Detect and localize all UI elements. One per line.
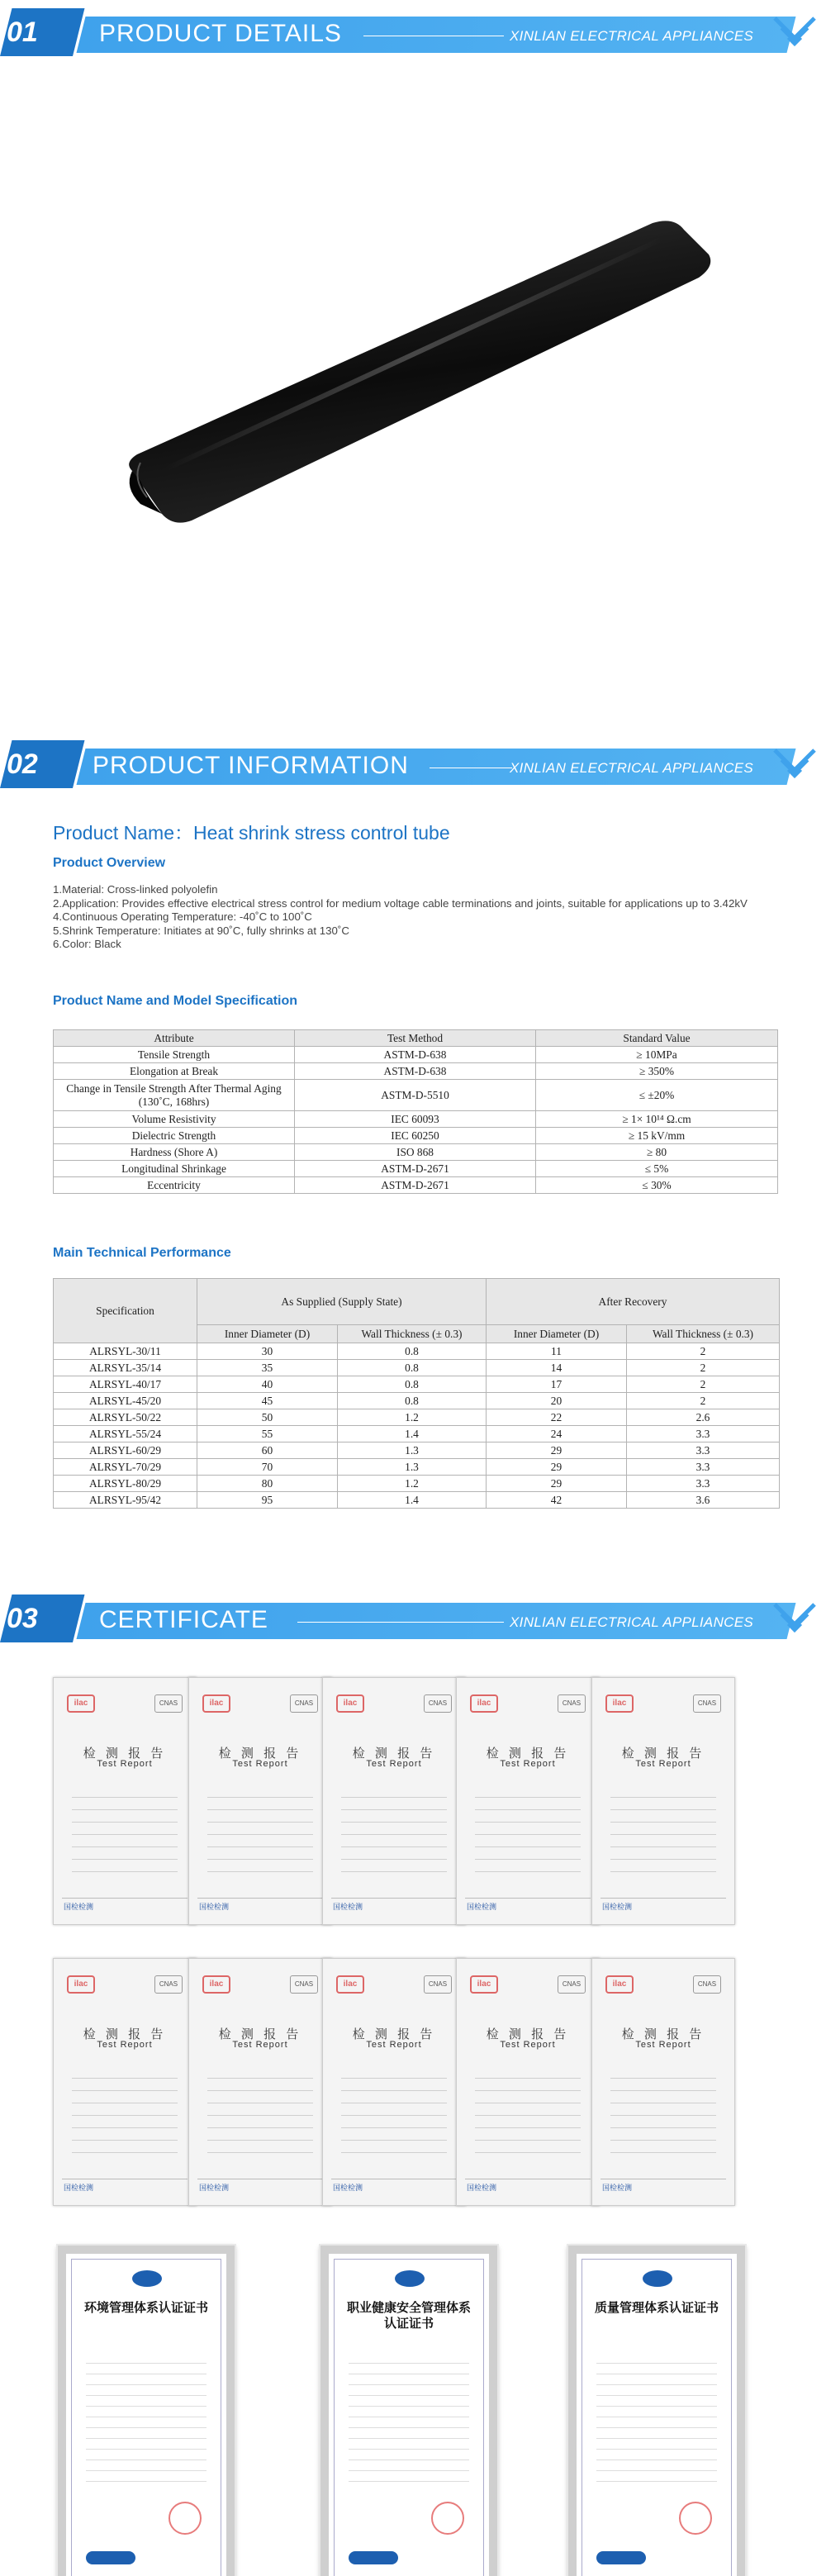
overview-line: 6.Color: Black [53,938,121,950]
table-row [54,1459,780,1476]
test-report-image [456,1677,600,1925]
column-header: Wall Thickness (± 0.3) [338,1325,487,1343]
certification-seal-icon [395,2270,425,2287]
table-header-row [54,1279,780,1325]
report-text-lines [341,2066,447,2157]
section-title: PRODUCT DETAILS [99,20,342,47]
certificate-text-lines [86,2353,206,2485]
test-report-image [322,1958,466,2206]
cell: 70 [197,1459,338,1476]
cnas-logo: CNAS [290,1694,318,1713]
footer-logo-text: 国检检测 [64,2184,94,2192]
cell: 0.8 [338,1393,487,1409]
cell: 1.2 [338,1476,487,1492]
report-title: 检 测 报 告 [486,1747,570,1761]
cell: 40 [197,1376,338,1393]
cnas-logo: CNAS [154,1975,183,1994]
cell: Elongation at Break [54,1063,295,1080]
cell: 1.3 [338,1442,487,1459]
cell: Change in Tensile Strength After Thermal Aging (130˚C, 168hrs) [54,1080,295,1111]
certificate-occupational-health [320,2246,497,2576]
table-row [54,1360,780,1376]
report-subtitle: Test Report [366,1759,422,1769]
column-header: Inner Diameter (D) [197,1325,338,1343]
cell: 17 [487,1376,627,1393]
footer-logo-text: 国检检测 [333,1903,363,1911]
cell: ALRSYL-60/29 [54,1442,197,1459]
cell: ALRSYL-30/11 [54,1343,197,1360]
section-banner-product-details [0,5,826,58]
report-footer [197,2179,323,2192]
cell: IEC 60093 [295,1111,536,1128]
ilac-logo: ilac [336,1694,364,1713]
overview-line: 5.Shrink Temperature: Initiates at 90˚C, fully shrinks at 130˚C [53,924,349,937]
cell: 0.8 [338,1376,487,1393]
cell: Eccentricity [54,1177,295,1194]
certificate-title: 环境管理体系认证证书 [83,2301,208,2315]
cell: ≥ 350% [536,1063,778,1080]
certificate-environmental [58,2246,235,2576]
report-subtitle: Test Report [232,1759,288,1769]
cell: ALRSYL-50/22 [54,1409,197,1426]
report-title: 检 测 报 告 [83,1747,167,1761]
cell: 29 [487,1459,627,1476]
report-text-lines [475,2066,581,2157]
spec-heading: Product Name and Model Specification [53,994,298,1008]
cell: 24 [487,1426,627,1442]
cell: Dielectric Strength [54,1128,295,1144]
report-footer [465,2179,591,2192]
footer-logo-text: 国检检测 [467,1903,497,1911]
section-number: 03 [7,1603,38,1634]
cell: Hardness (Shore A) [54,1144,295,1161]
cell: 95 [197,1492,338,1509]
cell: 60 [197,1442,338,1459]
certificate-title: 质量管理体系认证证书 [594,2301,719,2315]
report-title: 检 测 报 告 [83,2027,167,2041]
report-title: 检 测 报 告 [352,1747,436,1761]
ilac-logo: ilac [67,1975,95,1994]
footer-logo-text: 国检检测 [333,2184,363,2192]
company-name: XINLIAN ELECTRICAL APPLIANCES [510,28,753,44]
cell: ≥ 10MPa [536,1047,778,1063]
column-header: Inner Diameter (D) [487,1325,627,1343]
ilac-logo: ilac [470,1694,498,1713]
cell: ≥ 1× 10¹⁴ Ω.cm [536,1111,778,1128]
report-text-lines [610,2066,716,2157]
cell: 3.3 [627,1459,780,1476]
cell: 2 [627,1343,780,1360]
table-row [54,1426,780,1442]
cell: 1.4 [338,1426,487,1442]
report-title: 检 测 报 告 [218,1747,302,1761]
table-row [54,1128,778,1144]
cell: ≤ 30% [536,1177,778,1194]
ilac-logo: ilac [470,1975,498,1994]
accreditation-logos [596,2551,646,2564]
ilac-logo: ilac [202,1694,230,1713]
report-title: 检 测 报 告 [352,2027,436,2041]
company-name: XINLIAN ELECTRICAL APPLIANCES [510,1614,753,1630]
test-report-image [322,1677,466,1925]
table-row [54,1442,780,1459]
overview-line: 4.Continuous Operating Temperature: -40˚C to 100˚C [53,910,312,923]
test-report-image [53,1958,197,2206]
chevron-down-icon [770,742,819,788]
cell: ALRSYL-70/29 [54,1459,197,1476]
cell: ≥ 15 kV/mm [536,1128,778,1144]
report-footer [197,1898,323,1911]
column-header: Standard Value [536,1030,778,1047]
cell: 50 [197,1409,338,1426]
cell: 2 [627,1393,780,1409]
cell: 42 [487,1492,627,1509]
report-subtitle: Test Report [97,2040,153,2050]
ilac-logo: ilac [336,1975,364,1994]
report-subtitle: Test Report [366,2040,422,2050]
cell: 3.3 [627,1426,780,1442]
cell: 80 [197,1476,338,1492]
performance-table [53,1278,780,1509]
report-text-lines [72,2066,178,2157]
section-title: PRODUCT INFORMATION [93,752,409,779]
table-header-row [54,1030,778,1047]
table-row [54,1080,778,1111]
product-image-heat-shrink-tube [0,74,826,702]
accreditation-logos [349,2551,398,2564]
report-footer [465,1898,591,1911]
section-number: 01 [7,17,38,48]
cell: 0.8 [338,1343,487,1360]
report-footer [601,2179,726,2192]
table-row [54,1476,780,1492]
chevron-down-icon [770,10,819,56]
cell: 29 [487,1476,627,1492]
report-footer [601,1898,726,1911]
section-number: 02 [7,749,38,780]
test-report-image [591,1958,735,2206]
table-row [54,1409,780,1426]
overview-text [53,883,780,952]
banner-rule [297,1622,504,1623]
test-report-image [456,1958,600,2206]
cell: ALRSYL-55/24 [54,1426,197,1442]
report-subtitle: Test Report [500,1759,556,1769]
cell: 3.3 [627,1442,780,1459]
table-row [54,1047,778,1063]
cell: 2.6 [627,1409,780,1426]
test-report-image [591,1677,735,1925]
certificate-quality [568,2246,745,2576]
cell: 1.3 [338,1459,487,1476]
cell: 0.8 [338,1360,487,1376]
report-text-lines [610,1785,716,1876]
cell: ≥ 80 [536,1144,778,1161]
cnas-logo: CNAS [424,1975,452,1994]
footer-logo-text: 国检检测 [199,1903,230,1911]
cnas-logo: CNAS [290,1975,318,1994]
ilac-logo: ilac [605,1694,634,1713]
cell: ALRSYL-95/42 [54,1492,197,1509]
column-header: Attribute [54,1030,295,1047]
chevron-down-icon [770,1596,819,1642]
test-report-image [188,1958,332,2206]
certificate-text-lines [596,2353,717,2485]
cell: 11 [487,1343,627,1360]
cell: 3.6 [627,1492,780,1509]
cell: 30 [197,1343,338,1360]
cnas-logo: CNAS [693,1975,721,1994]
cell: 55 [197,1426,338,1442]
ilac-logo: ilac [67,1694,95,1713]
footer-logo-text: 国检检测 [467,2184,497,2192]
footer-logo-text: 国检检测 [602,1903,633,1911]
table-row [54,1376,780,1393]
report-text-lines [475,1785,581,1876]
cell: ALRSYL-80/29 [54,1476,197,1492]
column-header: After Recovery [487,1279,780,1325]
report-title: 检 测 报 告 [621,1747,705,1761]
cell: IEC 60250 [295,1128,536,1144]
cell: 2 [627,1360,780,1376]
certificate-title: 职业健康安全管理体系认证证书 [346,2301,471,2331]
cell: 45 [197,1393,338,1409]
cell: 1.4 [338,1492,487,1509]
cell: 29 [487,1442,627,1459]
cell: 22 [487,1409,627,1426]
report-footer [331,2179,457,2192]
cell: ISO 868 [295,1144,536,1161]
cell: Volume Resistivity [54,1111,295,1128]
column-header: Specification [54,1279,197,1343]
spec-table [53,1029,778,1194]
ilac-logo: ilac [202,1975,230,1994]
report-footer [62,1898,188,1911]
report-text-lines [207,1785,313,1876]
cell: ≤ 5% [536,1161,778,1177]
footer-logo-text: 国检检测 [602,2184,633,2192]
cell: ALRSYL-45/20 [54,1393,197,1409]
table-row [54,1393,780,1409]
cnas-logo: CNAS [558,1975,586,1994]
certification-seal-icon [132,2270,162,2287]
table-row [54,1111,778,1128]
cell: 2 [627,1376,780,1393]
product-name: Product Name：Heat shrink stress control tube [53,822,450,844]
report-text-lines [207,2066,313,2157]
table-row [54,1343,780,1360]
report-subtitle: Test Report [635,1759,691,1769]
cell: 35 [197,1360,338,1376]
report-title: 检 测 报 告 [486,2027,570,2041]
stamp-icon [679,2502,712,2535]
cell: ASTM-D-638 [295,1047,536,1063]
cnas-logo: CNAS [424,1694,452,1713]
cell: 20 [487,1393,627,1409]
cell: 3.3 [627,1476,780,1492]
report-text-lines [72,1785,178,1876]
footer-logo-text: 国检检测 [199,2184,230,2192]
test-report-image [188,1677,332,1925]
section-banner-certificate [0,1591,826,1644]
report-title: 检 测 报 告 [621,2027,705,2041]
column-header: As Supplied (Supply State) [197,1279,487,1325]
ilac-logo: ilac [605,1975,634,1994]
certificate-text-lines [349,2353,469,2485]
table-row [54,1144,778,1161]
report-subtitle: Test Report [635,2040,691,2050]
cnas-logo: CNAS [693,1694,721,1713]
table-row [54,1492,780,1509]
company-name: XINLIAN ELECTRICAL APPLIANCES [510,760,753,776]
overview-line: 2.Application: Provides effective electrical stress control for medium voltage cable terminations and joints, suitable for applications up to 3.42kV [53,896,748,910]
stamp-icon [169,2502,202,2535]
report-text-lines [341,1785,447,1876]
cell: Tensile Strength [54,1047,295,1063]
report-subtitle: Test Report [97,1759,153,1769]
test-report-image [53,1677,197,1925]
cell: 1.2 [338,1409,487,1426]
cell: ALRSYL-40/17 [54,1376,197,1393]
cell: 14 [487,1360,627,1376]
cell: Longitudinal Shrinkage [54,1161,295,1177]
cnas-logo: CNAS [558,1694,586,1713]
overview-line: 1.Material: Cross-linked polyolefin [53,883,218,896]
cell: ASTM-D-2671 [295,1177,536,1194]
cell: ASTM-D-638 [295,1063,536,1080]
cell: ASTM-D-5510 [295,1080,536,1111]
performance-heading: Main Technical Performance [53,1246,231,1260]
report-subtitle: Test Report [500,2040,556,2050]
table-row [54,1063,778,1080]
cell: ≤ ±20% [536,1080,778,1111]
table-row [54,1161,778,1177]
report-footer [62,2179,188,2192]
report-title: 检 测 报 告 [218,2027,302,2041]
column-header: Test Method [295,1030,536,1047]
cnas-logo: CNAS [154,1694,183,1713]
overview-heading: Product Overview [53,856,166,870]
report-subtitle: Test Report [232,2040,288,2050]
certification-seal-icon [643,2270,672,2287]
table-row [54,1177,778,1194]
footer-logo-text: 国检检测 [64,1903,94,1911]
column-header: Wall Thickness (± 0.3) [627,1325,780,1343]
cell: ASTM-D-2671 [295,1161,536,1177]
report-footer [331,1898,457,1911]
section-banner-product-information [0,737,826,790]
section-title: CERTIFICATE [99,1606,268,1633]
accreditation-logos [86,2551,135,2564]
stamp-icon [431,2502,464,2535]
cell: ALRSYL-35/14 [54,1360,197,1376]
